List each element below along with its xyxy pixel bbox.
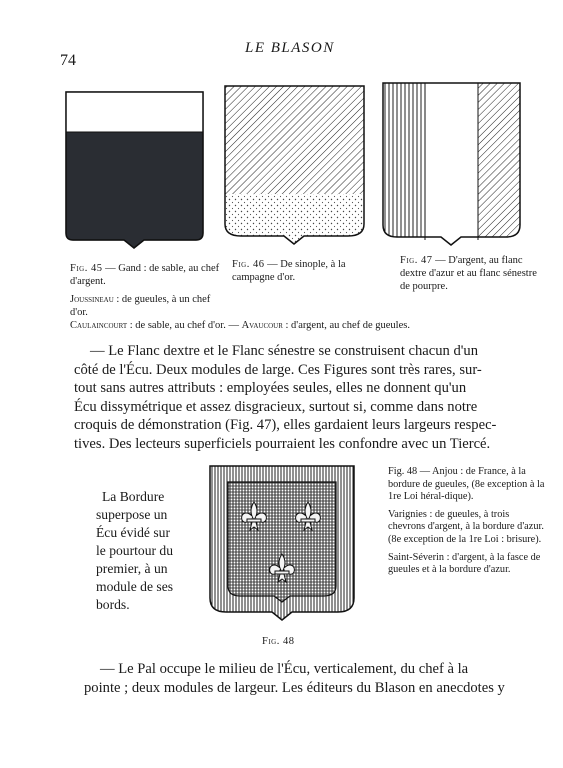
paragraph-pal [84,660,549,697]
bordure-line: Écu évidé sur [96,525,170,540]
caption-varignies: Varignies : de gueules, à trois chevrons d'argent, à la bordure d'azur. (8e exception de la 1re Loi : brisure). [388,508,544,545]
bordure-line: La Bordure [102,489,165,504]
example-joussineau-name: Joussineau [70,294,114,305]
paragraph-line: — Le Pal occupe le milieu de l'Écu, verticalement, du chef à la [100,661,469,677]
caption-fig45 [70,262,220,288]
shield-fig48-illustration [208,464,356,624]
shield-fig45-illustration [62,90,207,250]
example-joussineau-text: : de gueules, à un chef d'or. [70,294,211,318]
caption-fig45-label: Fig. 45 [70,263,103,274]
example-caulaincourt-avaucour [70,319,540,332]
paragraph-line: Écu dissymétrique et assez disgracieux, surtout si, comme dans notre [74,398,478,415]
fig48-label [262,636,294,647]
page-number: 74 [60,52,76,69]
paragraph-flanc [74,342,544,453]
example-caulaincourt-text: : de sable, au chef d'or. — [129,320,239,331]
caption-fig47 [400,254,540,293]
paragraph-line: côté de l'Écu. Deux modules de large. Ces Figures sont très rares, sur- [74,361,482,378]
example-caulaincourt-name: Caulaincourt [70,320,128,331]
caption-fig45-text: — Gand : de sable, au chef d'argent. [70,263,220,287]
bordure-line: bords. [96,597,130,612]
caption-fig47-text: — D'argent, au flanc dextre d'azur et au flanc sénestre de pourpre. [400,255,537,292]
example-joussineau [70,293,220,319]
bordure-line: superpose un [96,507,168,522]
example-avaucour-text: : d'argent, au chef de gueules. [285,320,410,331]
running-head: LE BLASON [245,40,335,56]
paragraph-line: croquis de démonstration (Fig. 47), elles gardaient leurs largeurs respec- [74,417,497,433]
caption-fig47-label: Fig. 47 [400,255,433,266]
caption-fig46 [232,258,372,284]
paragraph-line: pointe ; deux modules de largeur. Les éditeurs du Blason en anecdotes y [84,679,505,696]
shield-fig46-illustration [222,84,367,249]
example-avaucour-name: Avaucour [241,320,283,331]
fig48-captions [388,466,546,582]
bordure-line: le pourtour du [96,543,174,558]
paragraph-line: tout sans autres attributs : employées seules, elles ne donnent qu'un [74,380,467,396]
fig48-label-text: Fig. 48 [262,636,295,647]
bordure-line: premier, à un [96,561,168,576]
caption-fig46-label: Fig. 46 [232,259,265,270]
bordure-line: module de ses [96,579,174,594]
caption-saint-severin: Saint-Séverin : d'argent, à la fasce de gueules et à la bordure d'azur. [388,551,541,576]
shield-fig47-illustration [380,80,523,250]
bordure-text [96,488,206,614]
paragraph-line: tives. Des lecteurs superficiels pourraient les confondre avec un Tiercé. [74,435,491,452]
paragraph-line: — Le Flanc dextre et le Flanc sénestre se construisent chacun d'un [90,343,479,359]
caption-fig46-text: — De sinople, à la campagne d'or. [232,259,346,283]
caption-anjou: Fig. 48 — Anjou : de France, à la bordure de gueules, (8e exception à la 1re Loi héral-dique). [388,466,545,503]
